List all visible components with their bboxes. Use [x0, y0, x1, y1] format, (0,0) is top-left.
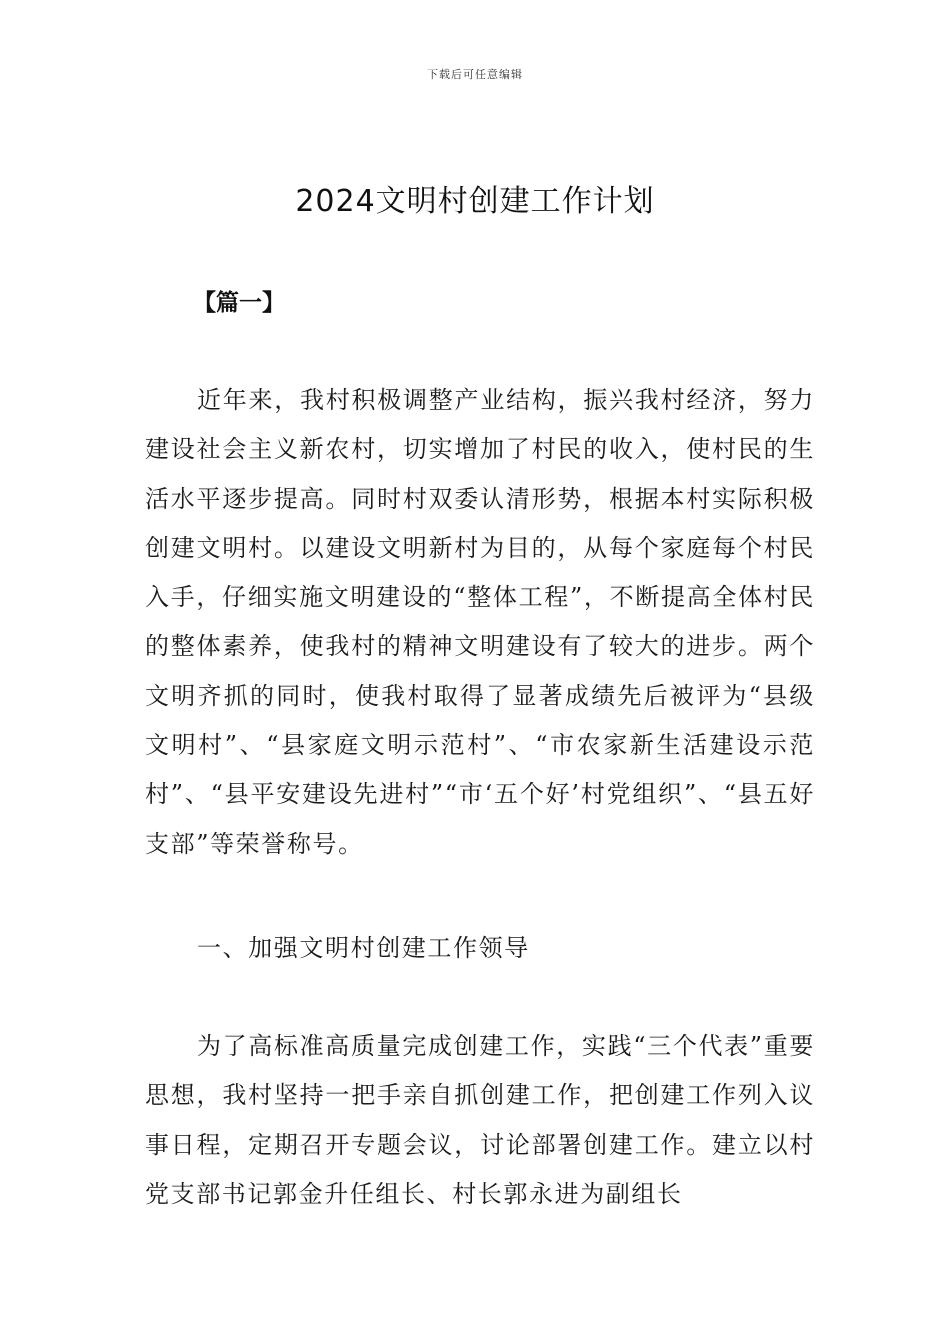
section-mark: 【篇一】	[193, 290, 285, 316]
section-heading: 一、加强文明村创建工作领导	[197, 934, 530, 962]
body-paragraph: 为了高标准高质量完成创建工作，实践“三个代表”重要思想，我村坚持一把手亲自抓创建工作，把创建工作列入议事日程，定期召开专题会议，讨论部署创建工作。建立以村党支部书记郭金升任组长、村长郭永进为副组长	[145, 1032, 815, 1208]
header-note: 下载后可任意编辑	[427, 68, 523, 81]
body-paragraph: 近年来，我村积极调整产业结构，振兴我村经济，努力建设社会主义新农村，切实增加了村民的收入，使村民的生活水平逐步提高。同时村双委认清形势，根据本村实际积极创建文明村。以建设文明新村为目的，从每个家庭每个村民入手，仔细实施文明建设的“整体工程”，不断提高全体村民的整体素养，使我村的精神文明建设有了较大的进步。两个文明齐抓的同时，使我村取得了显著成绩先后被评为“县级文明村”、“县家庭文明示范村”、“市农家新生活建设示范村”、“县平安建设先进村”“市‘五个好’村党组织”、“县五好支部”等荣誉称号。	[145, 386, 815, 858]
document-title: 2024文明村创建工作计划	[295, 184, 655, 219]
